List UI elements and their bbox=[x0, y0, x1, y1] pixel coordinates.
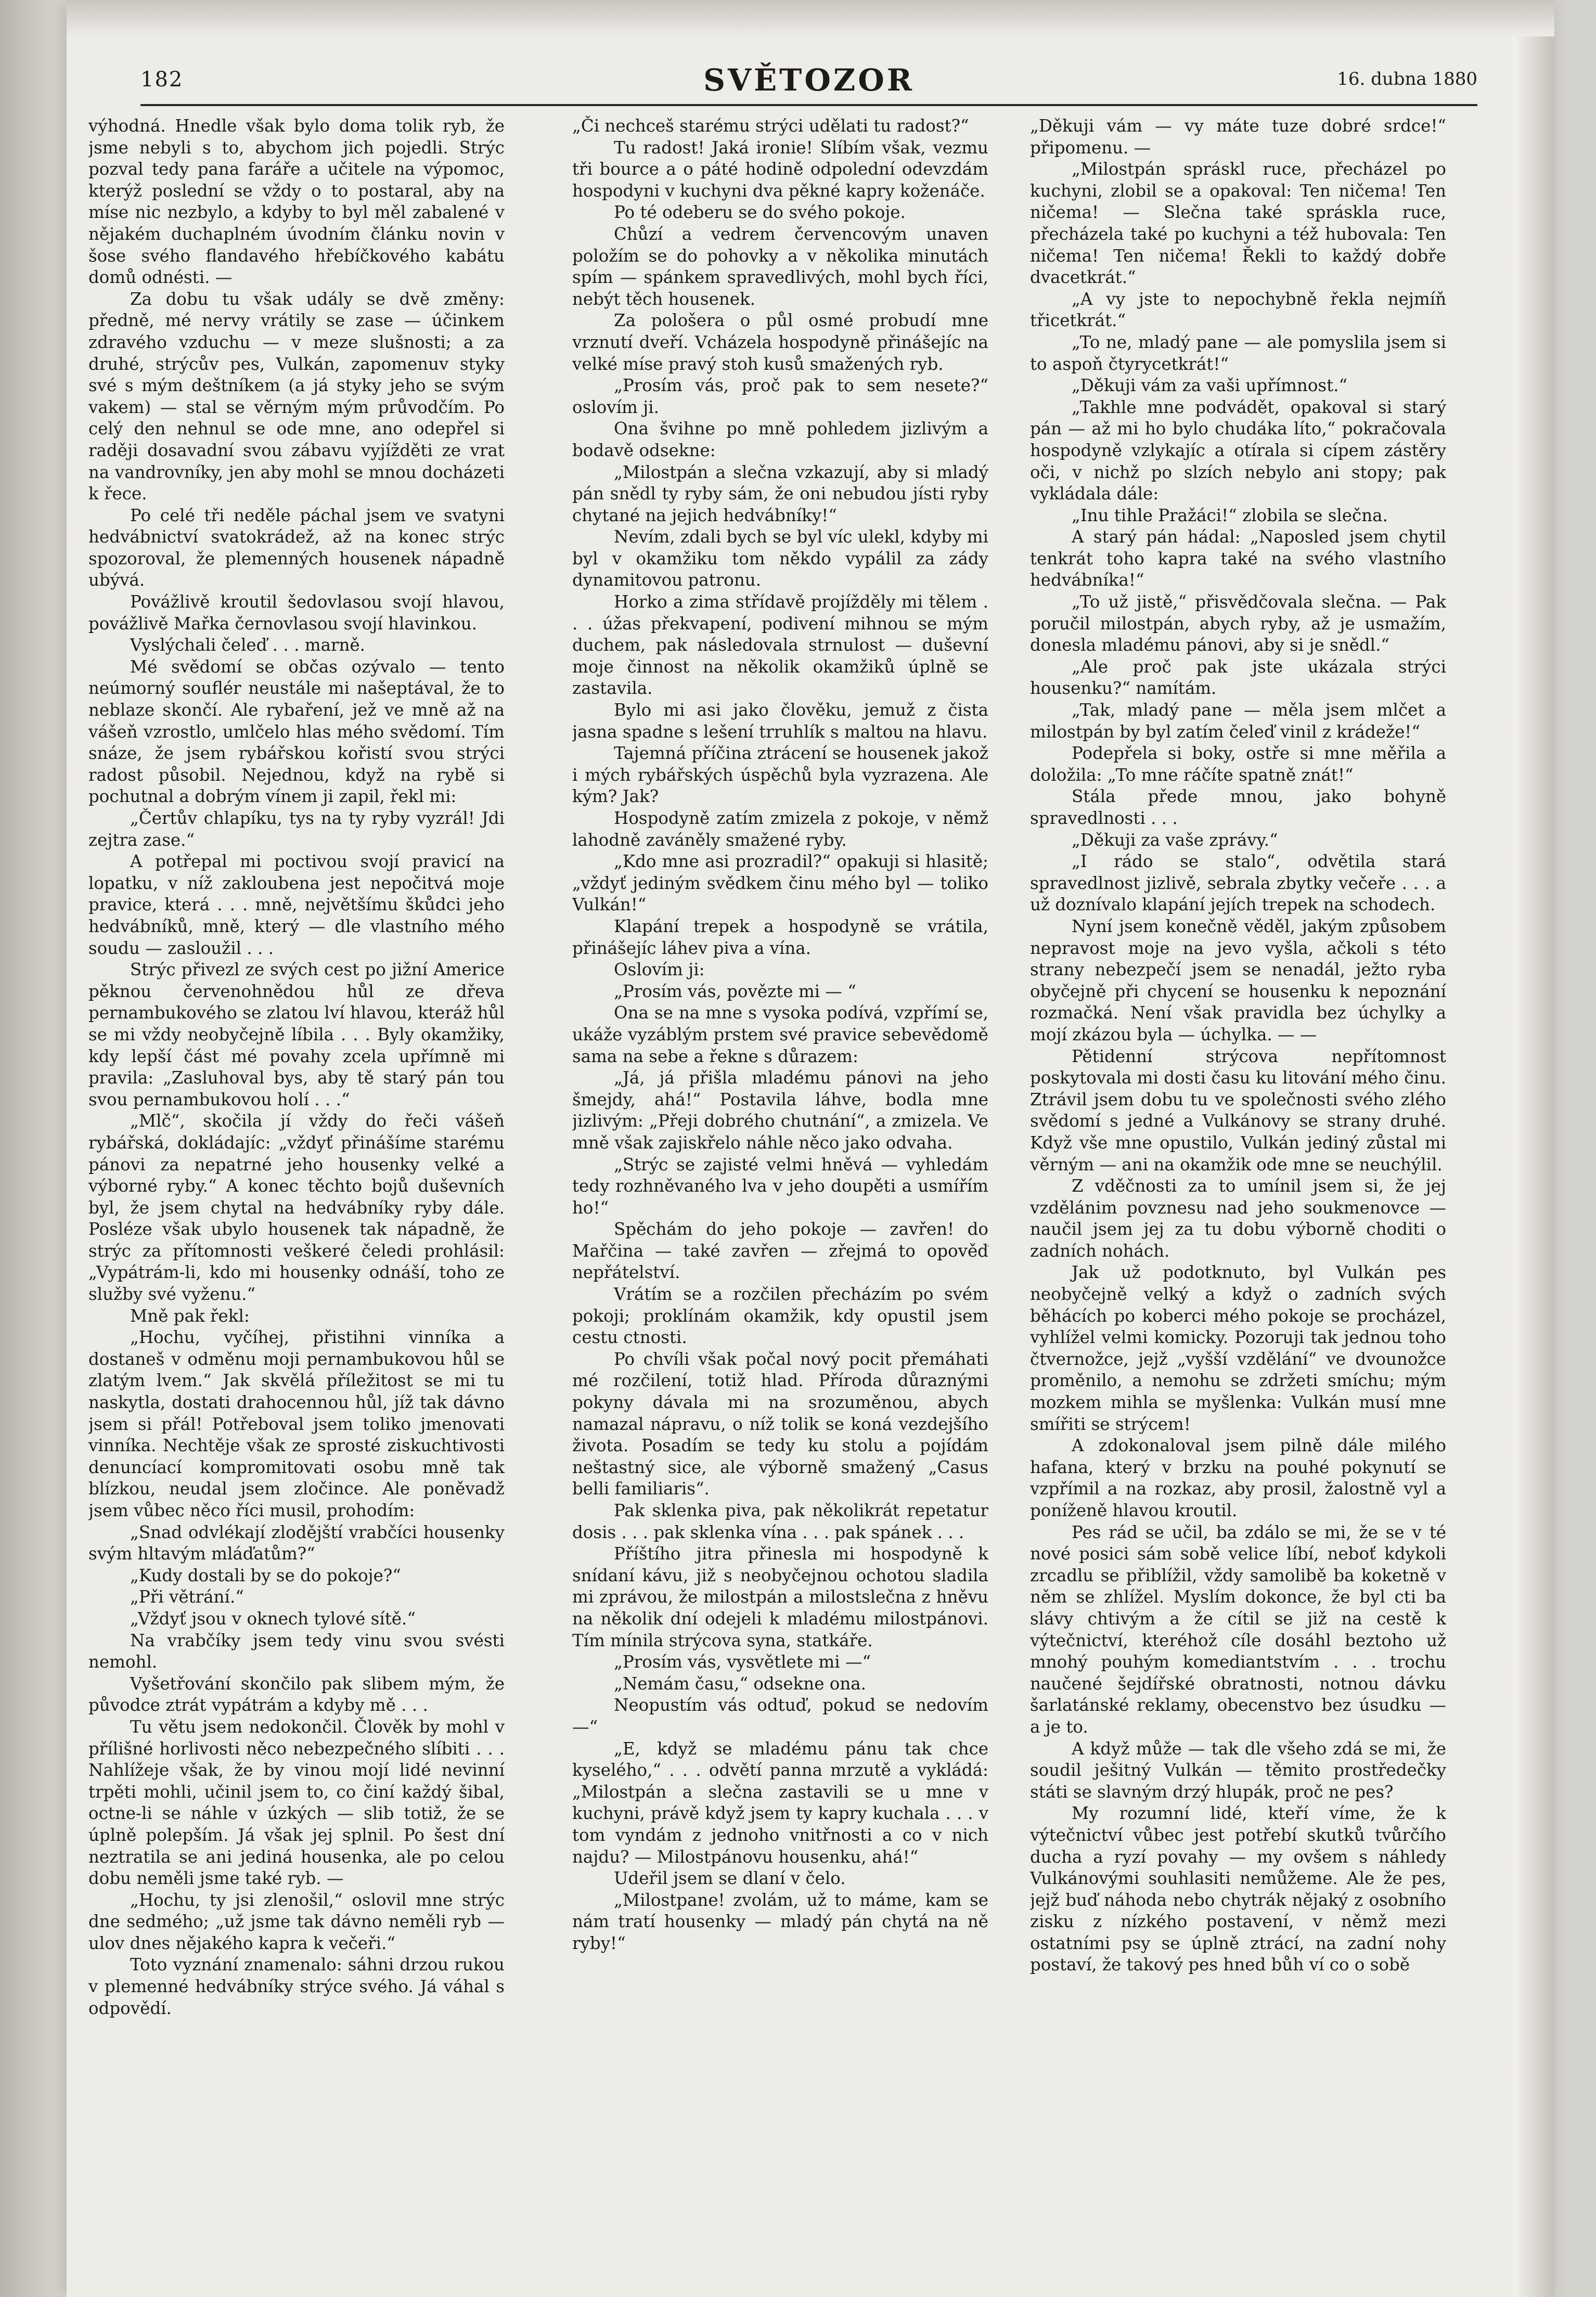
paragraph: „Při větrání.“ bbox=[130, 1587, 244, 1607]
paragraph: „A vy jste to nepochybně řekla nejmíň třicetkrát.“ bbox=[1030, 289, 1446, 331]
paragraph: „Čertův chlapíku, tys na ty ryby vyzrál! Jdi zejtra zase.“ bbox=[88, 808, 505, 850]
paragraph: „Milostpane! zvolám, už to máme, kam se nám tratí housenky — mladý pán chytá na ně ryby!“ bbox=[572, 1890, 988, 1953]
paragraph: „Ale proč pak jste ukázala strýci housenku?“ namítám. bbox=[1030, 656, 1446, 699]
paragraph: A zdokonaloval jsem pilně dále milého hafana, který v brzku na pouhé pokynutí se vzpřímil a na rozkaz, aby prosil, žalostně vyl a poníženě hlavou kroutil. bbox=[1030, 1436, 1446, 1520]
paragraph: Nyní jsem konečně věděl, jakým způsobem nepravost moje na jevo vyšla, ačkoli s této strany nebezpečí jsem se nenadál, ježto ryba obyčejně při chycení se housenku k nepoznání rozmačká. Není však pravidla bez úchylky a mojí zkázou byla — úchylka. — — bbox=[1030, 916, 1446, 1044]
paragraph: Tu větu jsem nedokončil. Člověk by mohl v přílišné horlivosti něco nebezpečného slíbiti . . . Nahlížeje však, že by vinou mojí lidé nevinní trpěti mohli, učinil jsem to, co činí každý šibal, octne-li se náhle v úzkých — slib totiž, že se úplně polepším. Já však jej splnil. Po šest dní neztratila se ani jediná housenka, ale po celou dobu neměli jsme také ryb. — bbox=[88, 1717, 505, 1889]
text-column-2 bbox=[572, 115, 988, 2274]
paragraph: Ona se na mne s vysoka podívá, vzpřímí se, ukáže vyzáblým prstem své pravice sebevědomě sama na sebe a řekne s důrazem: bbox=[572, 1003, 988, 1066]
paragraph: „Mlč“, skočila jí vždy do řeči vášeň rybářská, dokládajíc: „vždyť přinášíme starému pánovi za nepatrné jeho housenky velké a výborné ryby.“ A konec těchto bojů duševních byl, že jsem chytal na hedvábníky ryby dále. Posléze však ubylo housenek tak nápadně, že strýc za přítomnosti veškeré čeledi prohlásil: „Vypátrám-li, kdo mi housenky odnáší, toho ze služby své vyženu.“ bbox=[88, 1111, 505, 1305]
paragraph: Po celé tři neděle páchal jsem ve svatyni hedvábnictví svatokrádež, až na konec strýc spozoroval, že plemenných housenek nápadně ubývá. bbox=[88, 505, 505, 590]
paragraph: „Vždyť jsou v oknech tylové sítě.“ bbox=[130, 1608, 416, 1629]
paragraph: Hospodyně zatím zmizela z pokoje, v němž lahodně zaváněly smažené ryby. bbox=[572, 808, 988, 850]
paragraph: „Hochu, ty jsi zlenošil,“ oslovil mne strýc dne sedmého; „už jsme tak dávno neměli ryb — ulov dnes nějakého kapra k večeři.“ bbox=[88, 1890, 505, 1953]
paragraph: Bylo mi asi jako člověku, jemuž z čista jasna spadne s lešení trruhlík s maltou na hlavu. bbox=[572, 700, 988, 742]
paragraph: Příštího jitra přinesla mi hospodyně k snídaní kávu, již s neobyčejnou ochotou sladila mi zprávou, že milostpán a milostslečna z hněvu na několik dní odejeli k mladému milostpánovi. Tím mínila strýcova syna, statkáře. bbox=[572, 1544, 988, 1650]
paragraph: Tajemná příčina ztrácení se housenek jakož i mých rybářských úspěchů byla vyzrazena. Ale kým? Jak? bbox=[572, 743, 988, 807]
paragraph: „Milostpán a slečna vzkazují, aby si mladý pán snědl ty ryby sám, že oni nebudou jísti ryby chytané na jejich hedvábníky!“ bbox=[572, 462, 988, 525]
paragraph: My rozumní lidé, kteří víme, že k výtečnictví vůbec jest potřebí skutků tvůrčího ducha a ryzí povahy — my ovšem s náhledy Vulkánovými souhlasiti nemůžeme. Ale že pes, jejž buď náhoda nebo chytrák nějaký z osobního zisku z nízkého postavení, v němž mezi ostatními psy se úplně ztrácí, na zadní nohy postaví, že takový pes hned bůh ví co o sobě bbox=[1030, 1803, 1446, 1975]
paragraph: Podepřela si boky, ostře si mne měřila a doložila: „To mne ráčíte spatně znát!“ bbox=[1030, 743, 1446, 785]
paragraph: „E, když se mladému pánu tak chce kyselého,“ . . . odvětí panna mrzutě a vykládá: „Milostpán a slečna zastavili se u mne v kuchyni, právě když jsem ty kapry kuchala . . . v tom vyndám z jednoho vnitřnosti a co v nich najdu? — Milostpánovu housenku, ahá!“ bbox=[572, 1738, 988, 1867]
paragraph: „Takhle mne podvádět, opakoval si starý pán — až mi ho bylo chudáka líto,“ pokračovala hospodyně vzlykajíc a otírala si cípem zástěry oči, v nichž po slzích nebylo ani stopy; pak vykládala dále: bbox=[1030, 397, 1446, 504]
paragraph: Vrátím se a rozčilen přecházím po svém pokoji; proklínám okamžik, kdy opustil jsem cestu ctnosti. bbox=[572, 1284, 988, 1348]
issue-date: 16. dubna 1880 bbox=[1337, 69, 1477, 89]
paragraph: „Děkuji vám — vy máte tuze dobré srdce!“ připomenu. — bbox=[1030, 116, 1446, 158]
paragraph: Pak sklenka piva, pak několikrát repetatur dosis . . . pak sklenka vína . . . pak spánek . . . bbox=[572, 1501, 988, 1542]
paragraph: Povážlivě kroutil šedovlasou svojí hlavou, povážlivě Mařka černovlasou svojí hlavinkou. bbox=[88, 592, 505, 634]
paragraph: A když může — tak dle všeho zdá se mi, že soudil ješitný Vulkán — těmito prostředečky státi se slavným drzý hlupák, proč ne pes? bbox=[1030, 1738, 1446, 1802]
paragraph: Strýc přivezl ze svých cest po jižní Americe pěknou červenohnědou hůl ze dřeva pernambukového se zlatou lví hlavou, kteráž hůl se mi vždy neobyčejně líbila . . . Byly okamžiky, kdy lepší část mé povahy zcela upřímně mi pravila: „Zasluhoval bys, aby tě starý pán tou svou pernambukovou holí . . .“ bbox=[88, 960, 505, 1109]
paragraph: „Já, já přišla mladému pánovi na jeho šmejdy, ahá!“ Postavila láhve, bodla mne jizlivým: „Přeji dobrého chutnání“, a zmizela. Ve mně však zajiskřelo náhle něco jako odvaha. bbox=[572, 1068, 988, 1153]
paragraph: „Kudy dostali by se do pokoje?“ bbox=[130, 1565, 401, 1585]
paragraph: „Prosím vás, vysvětlete mi —“ bbox=[614, 1652, 871, 1672]
paragraph: Stála přede mnou, jako bohyně spravedlnosti . . . bbox=[1030, 786, 1446, 828]
paragraph: Za dobu tu však udály se dvě změny: předně, mé nervy vrátily se zase — účinkem zdravého vzduchu — v meze slušnosti; a za druhé, strýcův pes, Vulkán, zapomenuv styky své s mým deštníkem (a já styky jeho se svým vakem) — stal se věrným mým průvodčím. Po celý den nehnul se ode mne, ano odepřel si raději dosavadní svou zábavu vyjížděti ze vrat na vandrovníky, jen aby mohl se mnou docházeti k řece. bbox=[88, 289, 505, 504]
paragraph: Tu radost! Jaká ironie! Slíbím však, vezmu tři bource a o páté hodině odpolední odevzdám hospodyni v kuchyni dva pěkné kapry koženáče. bbox=[572, 137, 988, 201]
paragraph: „Prosím vás, povězte mi — “ bbox=[614, 981, 856, 1001]
page-header bbox=[140, 62, 1477, 106]
paragraph: „I rádo se stalo“, odvětila stará spravedlnost jizlivě, sebrala zbytky večeře . . . a už doznívalo klapání jejích trepek na schodech. bbox=[1030, 851, 1446, 915]
paragraph: Klapání trepek a hospodyně se vrátila, přinášejíc láhev piva a vína. bbox=[572, 916, 988, 958]
paragraph: Pes rád se učil, ba zdálo se mi, že se v té nové posici sám sobě velice líbí, neboť kdykoli zrcadlu se přiblížil, vždy samolibě ba koketně v něm se zhlížel. Myslím dokonce, že byl cti ba slávy chtivým a že cítil se již na cestě k výtečnictví, kteréhož cíle dosáhl beztoho už mnohý pouhým komediantstvím . . . trochu naučené šejdířské obratnosti, notnou dávku šarlatánské reklamy, obecenstvo bez úsudku — a je to. bbox=[1030, 1522, 1446, 1737]
paragraph: Pětidenní strýcova nepřítomnost poskytovala mi dosti času ku litování mého činu. Ztrávil jsem dobu tu ve společnosti svého zlého svědomí s jedné a Vulkánovy se strany druhé. Když vše mne opustilo, Vulkán jediný zůstal mi věrným — ani na okamžik ode mne se neuchýlil. bbox=[1030, 1046, 1446, 1175]
paragraph: Z vděčnosti za to umínil jsem si, že jej vzdělánim povznesu nad jeho soukmenovce — naučil jsem jej za tu dobu výborně choditi o zadních nohách. bbox=[1030, 1176, 1446, 1261]
paragraph: „Nemám času,“ odsekne ona. bbox=[614, 1673, 866, 1694]
paragraph: Toto vyznání znamenalo: sáhni drzou rukou v plemenné hedvábníky strýce svého. Já váhal s odpovědí. bbox=[88, 1955, 505, 2018]
paragraph: Spěchám do jeho pokoje — zavřen! do Mařčina — také zavřen — zřejmá to opověď nepřátelství. bbox=[572, 1219, 988, 1283]
paragraph: „Prosím vás, proč pak to sem nesete?“ oslovím ji. bbox=[572, 376, 988, 417]
scan-top-edge bbox=[67, 0, 1554, 36]
paragraph: „Děkuji vám za vaši upřímnost.“ bbox=[1072, 376, 1348, 396]
text-column-1 bbox=[88, 115, 505, 2274]
paragraph: Jak už podotknuto, byl Vulkán pes neobyčejně velký a když o zadních svých běhácích po koberci mého pokoje se procházel, vyhlížel velmi komicky. Pozoruji tak jednou toho čtvernožce, jejž „vyšší vzdělání“ ve dvounožce proměnilo, a nemohu se zdržeti smíchu; mým mozkem mihla se myšlenka: Vulkán musí mne smířiti se strýcem! bbox=[1030, 1262, 1446, 1434]
paragraph: Oslovím ji: bbox=[614, 960, 705, 980]
paragraph: Ona švihne po mně pohledem jizlivým a bodavě odsekne: bbox=[572, 419, 988, 460]
paragraph: výhodná. Hnedle však bylo doma tolik ryb, že jsme nebyli s to, abychom jich pojedli. Strýc pozval tedy pana faráře a učitele na výpomoc, kterýž poslední se vždy o to postaral, aby na míse nic nezbylo, a kdyby to byl měl zabalené v nějakém duchaplném úvodním článku novin v šose svého flandavého hřebíčkového kabátu domů odnésti. — bbox=[88, 116, 505, 288]
paragraph: Mně pak řekl: bbox=[130, 1306, 250, 1326]
paragraph: A starý pán hádal: „Naposled jsem chytil tenkrát toho kapra také na svého vlastního hedvábníka!“ bbox=[1030, 527, 1446, 590]
paragraph: Vyslýchali čeleď . . . marně. bbox=[130, 635, 365, 655]
paragraph: Udeřil jsem se dlaní v čelo. bbox=[614, 1868, 846, 1889]
paragraph: Nevím, zdali bych se byl víc ulekl, kdyby mi byl v okamžiku tom někdo vypálil za zády dynamitovou patronu. bbox=[572, 527, 988, 590]
paragraph: „Milostpán spráskl ruce, přecházel po kuchyni, zlobil se a opakoval: Ten ničema! Ten ničema! — Slečna také spráskla ruce, přecházela také po kuchyni a též hubovala: Ten ničema! Ten ničema! Řekli to každý dobře dvacetkrát.“ bbox=[1030, 159, 1446, 288]
paragraph: „Či nechceš starému strýci udělati tu radost?“ bbox=[572, 116, 969, 136]
paragraph: A potřepal mi poctivou svojí pravicí na lopatku, v níž zakloubena jest nepočitvá moje pravice, která . . . mně, největšímu škůdci jeho hedvábníků, mně, který — dle vlastního mého soudu — zasloužil . . . bbox=[88, 851, 505, 958]
paragraph: Po chvíli však počal nový pocit přemáhati mé rozčilení, totiž hlad. Příroda důraznými pokyny dávala mi na srozuměnou, abych namazal nápravu, o níž tolik se koná vezdejšího života. Posadím se tedy ku stolu a pojídám neštastný sice, ale výborně smažený „Casus belli familiaris“. bbox=[572, 1349, 988, 1499]
paragraph: „Tak, mladý pane — měla jsem mlčet a milostpán by byl zatím čeleď vinil z krádeže!“ bbox=[1030, 700, 1446, 742]
journal-title: SVĚTOZOR bbox=[703, 62, 915, 98]
paragraph: Neopustím vás odtuď, pokud se nedovím —“ bbox=[572, 1695, 988, 1737]
paragraph: „Děkuji za vaše zprávy.“ bbox=[1072, 830, 1278, 850]
paragraph: „Hochu, vyčíhej, přistihni vinníka a dostaneš v odměnu moji pernambukovou hůl se zlatým lvem.“ Jak skvělá příležitost se mi tu naskytla, dostati drahocennou hůl, jíž tak dávno jsem si přál! Potřeboval jsem toliko jmenovati vinníka. Nechtěje však ze sprosté ziskuchtivosti denuncíací kompromitovati osobu mně tak blízkou, neudal jsem zločince. Ale poněvadž jsem vůbec něco říci musil, prohodím: bbox=[88, 1327, 505, 1520]
paragraph: Horko a zima střídavě projížděly mi tělem . . . úžas překvapení, podivení mihnou se mým duchem, pak následovala strnulost — duševní moje činnost na několik okamžiků úplně se zastavila. bbox=[572, 592, 988, 699]
paragraph: Za pološera o půl osmé probudí mne vrznutí dveří. Vcházela hospodyně přinášejíc na velké míse pravý stoh kusů smažených ryb. bbox=[572, 311, 988, 374]
paragraph: Po té odeberu se do svého pokoje. bbox=[614, 202, 906, 223]
paragraph: Mé svědomí se občas ozývalo — tento neúmorný souflér neustále mi našeptával, že to neblaze skončí. Ale rybaření, jež ve mně až na vášeň vzrostlo, umlčelo hlas mého svědomí. Tím snáze, že jsem rybářskou kořistí svou strýci radost působil. Nejednou, když na rybě si pochutnal a dobrým vínem ji zapil, řekl mi: bbox=[88, 656, 505, 807]
text-column-3 bbox=[1030, 115, 1446, 2274]
paragraph: „Kdo mne asi prozradil?“ opakuji si hlasitě; „vždyť jediným svědkem činu mého byl — toliko Vulkán!“ bbox=[572, 851, 988, 915]
page-edge-shadow bbox=[1513, 0, 1554, 2297]
paragraph: „Snad odvlékají zlodějští vrabčíci housenky svým hltavým mláďatům?“ bbox=[88, 1522, 505, 1564]
paragraph: Na vrabčíky jsem tedy vinu svou svésti nemohl. bbox=[88, 1630, 505, 1672]
paragraph: „Inu tihle Pražáci!“ zlobila se slečna. bbox=[1072, 505, 1388, 525]
paragraph: Chůzí a vedrem červencovým unaven položím se do pohovky a v několika minutách spím — spánkem spravedlivých, mohl bych říci, nebýt těch housenek. bbox=[572, 224, 988, 309]
page-number: 182 bbox=[140, 68, 184, 92]
paragraph: „To už jistě,“ přisvědčovala slečna. — Pak poručil milostpán, abych ryby, až je usmažím, donesla mladému pánovi, aby si je snědl.“ bbox=[1030, 592, 1446, 655]
paragraph: „To ne, mladý pane — ale pomyslila jsem si to aspoň čtyrycetkrát!“ bbox=[1030, 332, 1446, 374]
paragraph: „Strýc se zajisté velmi hněvá — vyhledám tedy rozhněvaného lva v jeho doupěti a usmířím ho!“ bbox=[572, 1154, 988, 1218]
paragraph: Vyšetřování skončilo pak slibem mým, že původce ztrát vypátrám a kdyby mě . . . bbox=[88, 1673, 505, 1715]
